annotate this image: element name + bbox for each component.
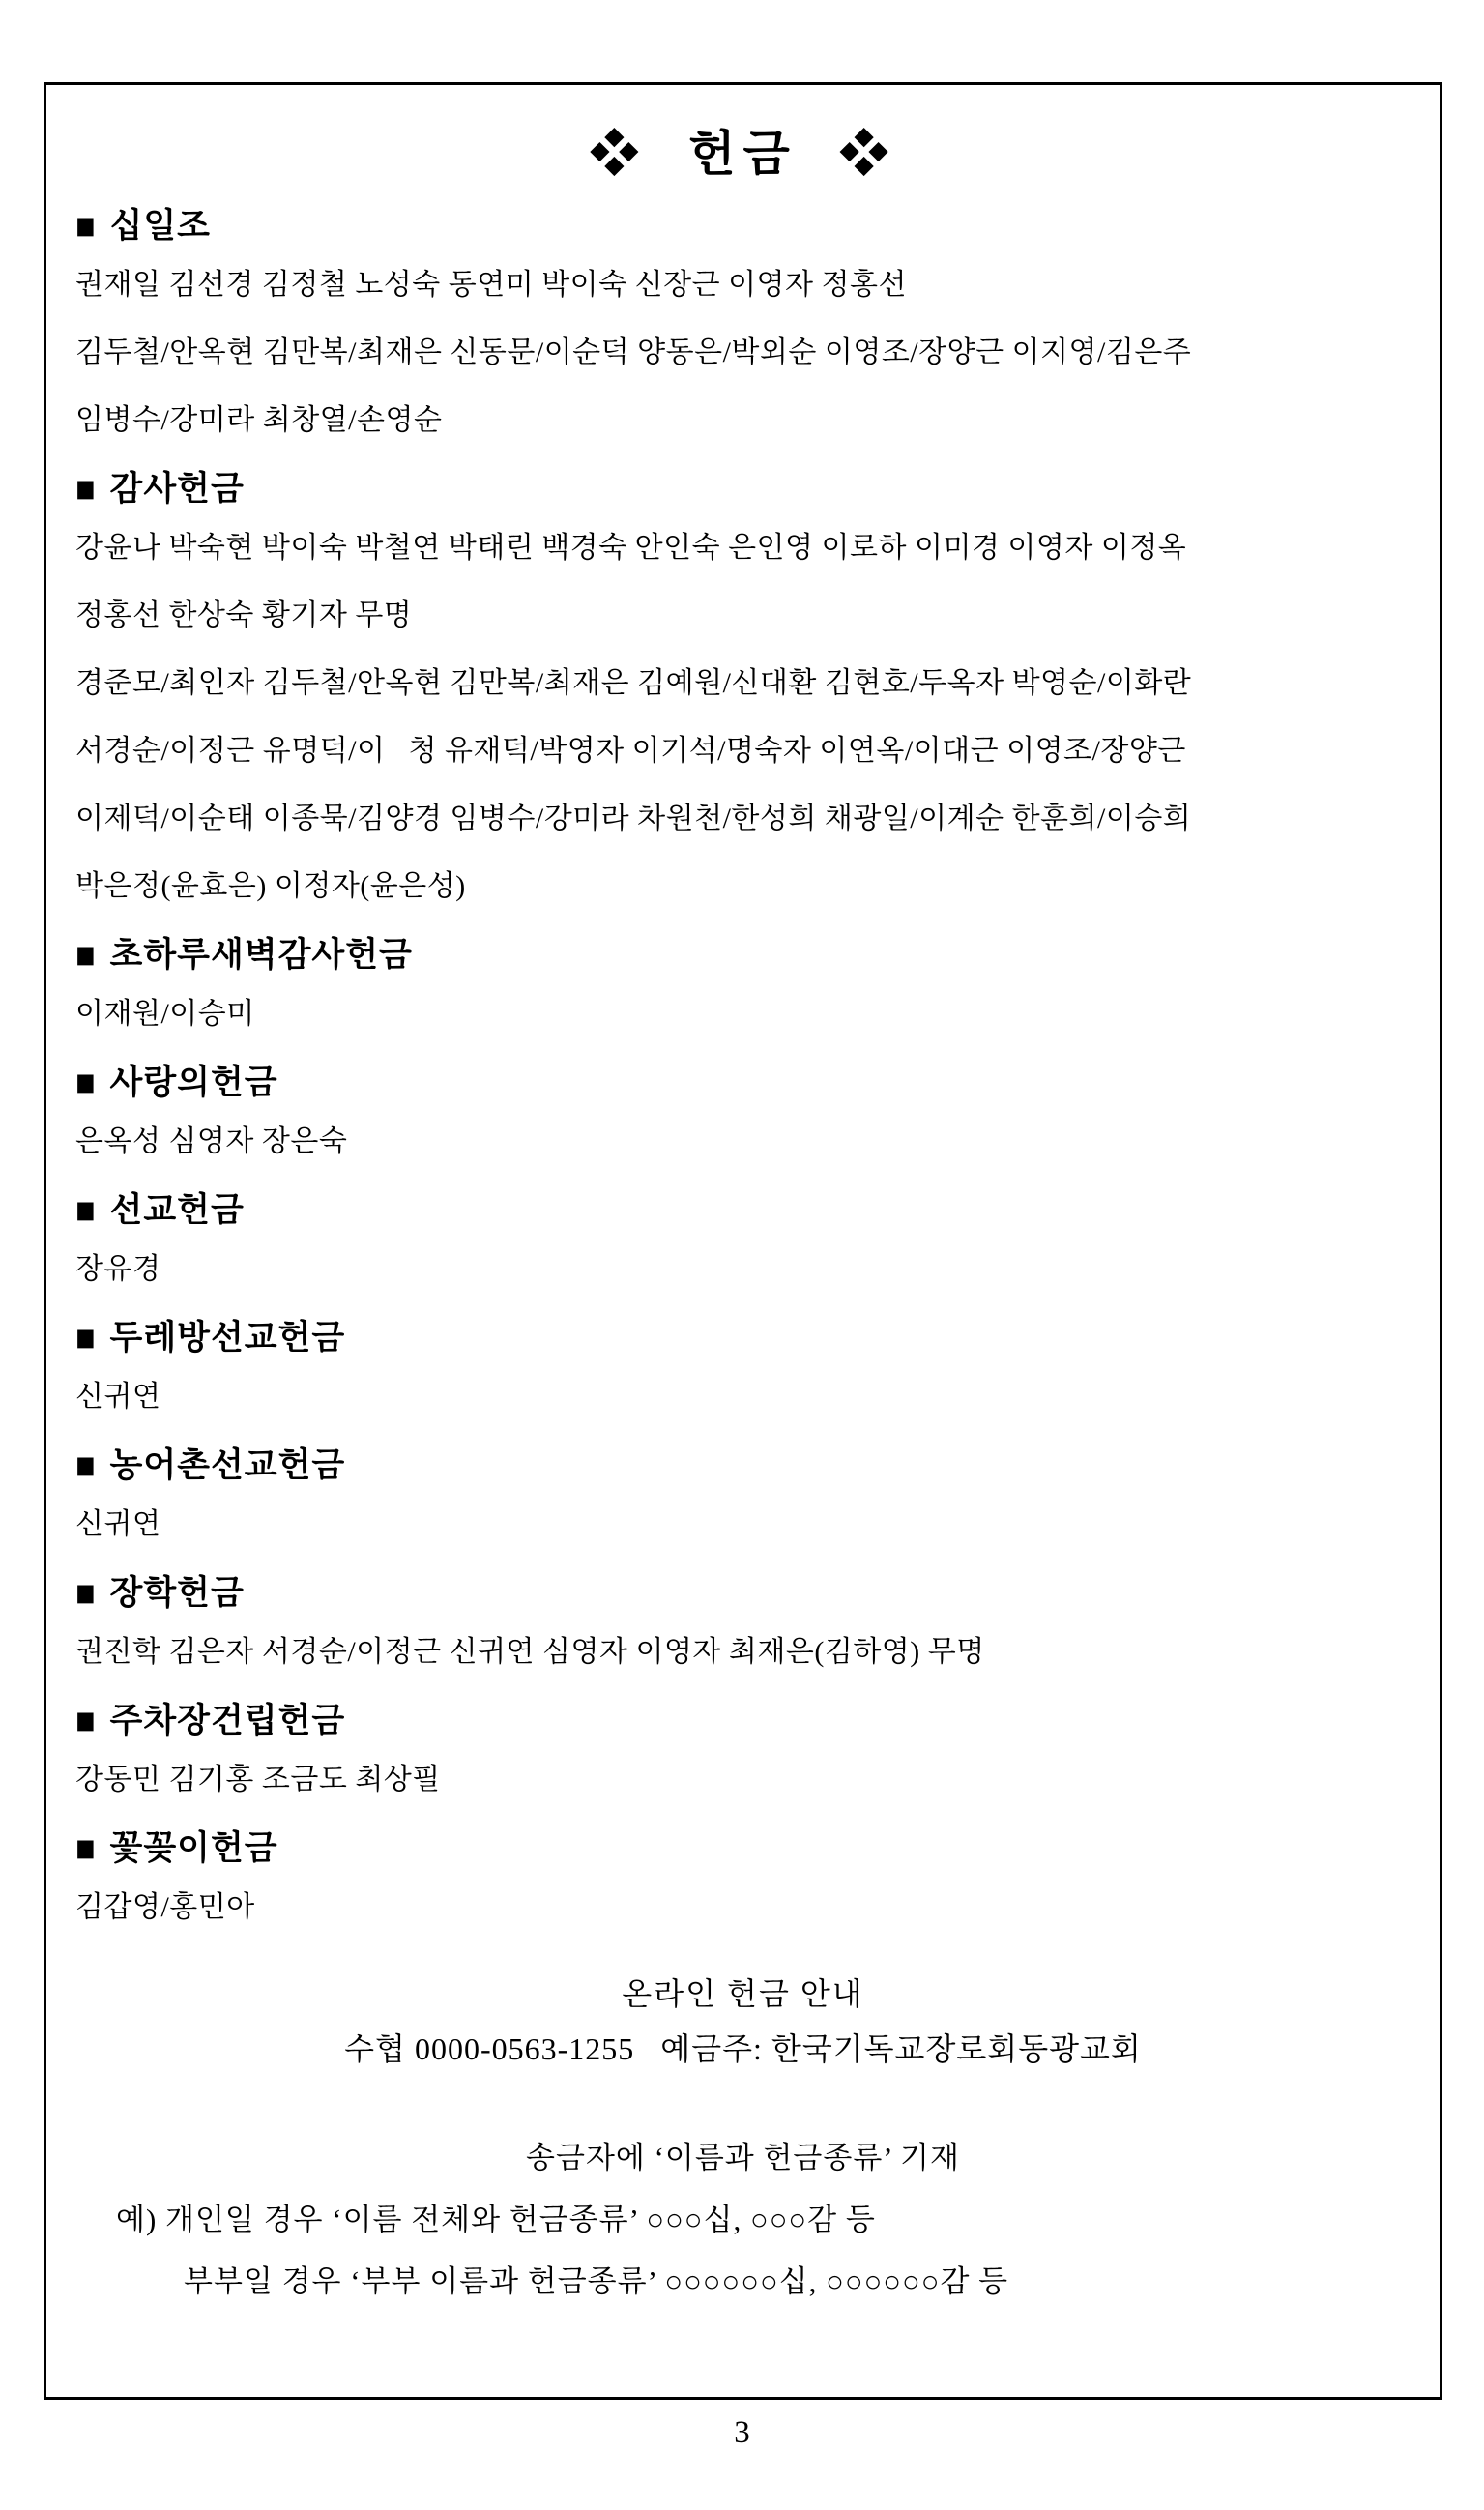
- section-heading: [75, 1700, 1411, 1742]
- section-heading-label: 농어촌선교헌금: [109, 1446, 346, 1484]
- section-love-offering: [75, 1062, 1411, 1176]
- page-title: ❖ 헌금 ❖: [590, 127, 896, 181]
- section-heading-label: 십일조: [109, 207, 211, 245]
- section-heading-label: 선교헌금: [109, 1191, 245, 1229]
- donor-names-line: 이재원/이승미: [75, 998, 255, 1030]
- section-heading-label: 감사헌금: [109, 470, 245, 508]
- donor-names-line: 김갑영/홍민아: [75, 1891, 255, 1923]
- section-heading: [75, 1062, 1411, 1104]
- section-heading: [75, 205, 1411, 248]
- section-heading-label: 꽃꽂이헌금: [109, 1829, 278, 1867]
- section-heading: [75, 1827, 1411, 1870]
- donor-names-line: 은옥성 심영자 장은숙: [75, 1125, 348, 1157]
- donor-names-line: 이제덕/이순태 이종묵/김양경 임병수/강미라 차원천/한성희 채광일/이계순 한훈희/이승희: [75, 803, 1192, 834]
- section-tithe: [75, 205, 1411, 454]
- donor-names-line: 신귀연: [75, 1508, 161, 1540]
- donor-names-line: 강윤나 박숙현 박이숙 박철연 박태린 백경숙 안인숙 은인영 이로하 이미경 이영자 이정옥: [75, 532, 1187, 564]
- online-notice-title: 온라인 헌금 안내: [622, 1976, 864, 2011]
- donor-names-line: 신귀연: [75, 1381, 161, 1413]
- section-heading-label: 초하루새벽감사헌금: [109, 936, 413, 974]
- section-heading: [75, 1445, 1411, 1487]
- donor-names-line: 서경순/이정근 유명덕/이 청 유재덕/박영자 이기석/명숙자 이연옥/이대근 이영조/장양근: [75, 735, 1186, 767]
- square-bullet-icon: ■: [75, 1700, 97, 1742]
- page-number: 3: [734, 2415, 750, 2450]
- section-heading: [75, 1572, 1411, 1615]
- square-bullet-icon: ■: [75, 1827, 97, 1870]
- section-flower-arrangement-offering: [75, 1827, 1411, 1941]
- section-durebang-mission-offering: [75, 1317, 1411, 1431]
- square-bullet-icon: ■: [75, 1189, 97, 1232]
- section-heading: [75, 1317, 1411, 1359]
- square-bullet-icon: ■: [75, 468, 97, 511]
- square-bullet-icon: ■: [75, 934, 97, 977]
- section-parking-construction-offering: [75, 1700, 1411, 1814]
- donor-names-line: 권진학 김은자 서경순/이정근 신귀연 심영자 이영자 최재은(김하영) 무명: [75, 1636, 985, 1668]
- section-heading-label: 장학헌금: [109, 1574, 245, 1612]
- donor-names-line: 경준모/최인자 김두철/안옥현 김만복/최재은 김예원/신대환 김현호/두옥자 박영순/이화란: [75, 667, 1192, 699]
- section-scholarship-offering: [75, 1572, 1411, 1686]
- example-couple-line: 부부일 경우 ‘부부 이름과 헌금종류’ ○○○○○○십, ○○○○○○감 등: [184, 2264, 1009, 2298]
- donor-names-line: 박은정(윤효은) 이정자(윤은성): [75, 870, 466, 902]
- donor-names-line: 장유경: [75, 1253, 161, 1285]
- section-heading: [75, 468, 1411, 511]
- content-border-box: [44, 82, 1442, 2400]
- section-heading-label: 두레방선교헌금: [109, 1319, 346, 1357]
- donor-names-line: 강동민 김기홍 조금도 최상필: [75, 1764, 441, 1795]
- donor-names-line: 권재일 김선경 김정철 노성숙 동연미 박이숙 신장근 이영자 정홍선: [75, 269, 907, 301]
- square-bullet-icon: ■: [75, 205, 97, 248]
- section-thanksgiving-offering: [75, 468, 1411, 920]
- square-bullet-icon: ■: [75, 1445, 97, 1487]
- square-bullet-icon: ■: [75, 1062, 97, 1104]
- donor-names-line: 정홍선 한상숙 황기자 무명: [75, 599, 413, 631]
- square-bullet-icon: ■: [75, 1572, 97, 1615]
- section-rural-mission-offering: [75, 1445, 1411, 1559]
- section-heading-label: 사랑의헌금: [109, 1064, 278, 1101]
- online-offering-notice: [75, 1969, 1411, 2313]
- section-heading: [75, 934, 1411, 977]
- square-bullet-icon: ■: [75, 1317, 97, 1359]
- section-first-dawn-thanksgiving-offering: [75, 934, 1411, 1048]
- section-heading-label: 주차장건립헌금: [109, 1702, 346, 1739]
- example-individual-line: 예) 개인일 경우 ‘이름 전체와 헌금종류’ ○○○십, ○○○감 등: [116, 2203, 876, 2236]
- section-mission-offering: [75, 1189, 1411, 1303]
- section-heading: [75, 1189, 1411, 1232]
- remitter-instruction-title: 송금자에 ‘이름과 헌금종류’ 기재: [526, 2141, 960, 2174]
- donor-names-line: 임병수/강미라 최창열/손영순: [75, 404, 443, 436]
- donor-names-line: 김두철/안옥현 김만복/최재은 신동문/이순덕 양동은/박외순 이영조/장양근 이지영/김은주: [75, 336, 1192, 368]
- bank-account-line: 수협 0000-0563-1255 예금주: 한국기독교장로회동광교회: [344, 2031, 1142, 2066]
